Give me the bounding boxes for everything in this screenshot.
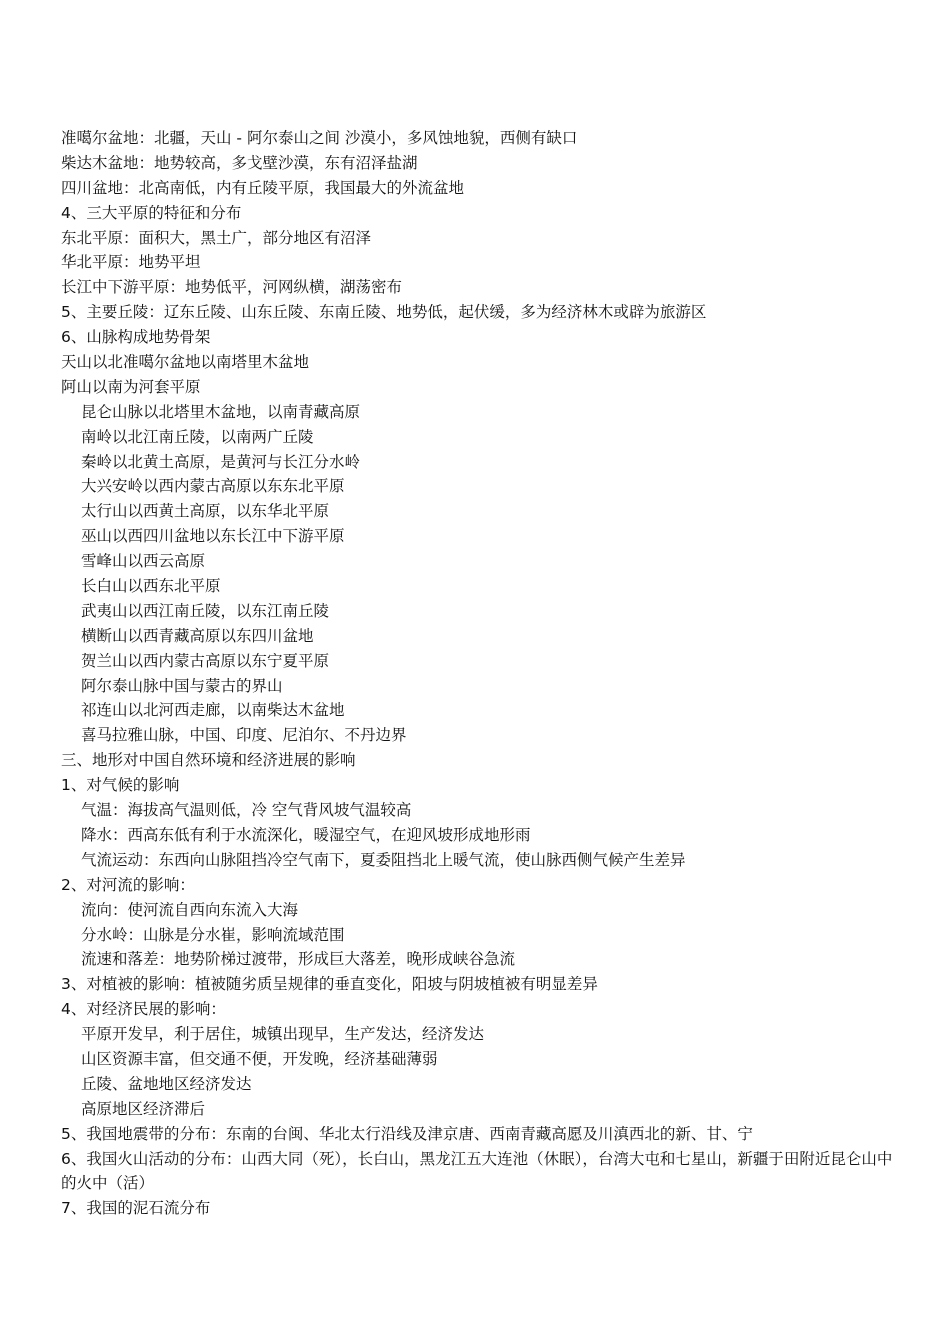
text-line: 7、我国的泥石流分布 [61,1199,211,1218]
text-line: 1、对气候的影响 [61,776,180,795]
text-line: 6、山脉构成地势骨架 [61,328,211,347]
text-line: 武夷山以西江南丘陵，以东江南丘陵 [81,601,330,620]
text-line: 降水：西高东低有利于水流深化，暖湿空气，在迎风坡形成地形雨 [81,825,531,844]
text-line: 4、三大平原的特征和分布 [61,203,242,222]
text-line: 横断山以西青藏高原以东四川盆地 [81,626,314,645]
text-line: 大兴安岭以西内蒙古高原以东东北平原 [81,477,345,496]
text-line: 东北平原：面积大，黑土广，部分地区有沼泽 [61,228,372,247]
text-line: 气流运动：东西向山脉阻挡冷空气南下，夏委阻挡北上暖气流，使山脉西侧气候产生差异 [81,850,686,869]
text-line: 太行山以西黄土高原，以东华北平原 [81,502,330,521]
text-line: 丘陵、盆地地区经济发达 [81,1074,252,1093]
text-line: 秦岭以北黄土高原，是黄河与长江分水岭 [81,452,361,471]
text-line: 祁连山以北河西走廊，以南柴达木盆地 [81,701,345,720]
text-line: 雪峰山以西云高原 [81,552,206,571]
text-line: 昆仑山脉以北塔里木盆地，以南青藏高原 [81,402,361,421]
text-line: 南岭以北江南丘陵，以南两广丘陵 [81,427,314,446]
text-line: 高原地区经济滞后 [81,1099,206,1118]
text-line: 流速和落差：地势阶梯过渡带，形成巨大落差，晚形成峡谷急流 [81,950,516,969]
document-body [61,126,901,1221]
text-line: 分水岭：山脉是分水崔，影响流域范围 [81,925,345,944]
text-line: 四川盆地：北高南低，内有丘陵平原，我国最大的外流盆地 [61,178,465,197]
text-line: 贺兰山以西内蒙古高原以东宁夏平原 [81,651,330,670]
text-line: 阿尔泰山脉中国与蒙古的界山 [81,676,283,695]
text-line: 长白山以西东北平原 [81,577,221,596]
text-line: 平原开发早，利于居住，城镇出现早，生产发达，经济发达 [81,1025,485,1044]
text-line: 准噶尔盆地：北疆，天山 - 阿尔泰山之间 沙漠小，多风蚀地貌，西侧有缺口 [61,129,578,147]
text-line: 天山以北准噶尔盆地以南塔里木盆地 [61,353,310,372]
text-line: 长江中下游平原：地势低平，河网纵横，湖荡密布 [61,278,403,297]
text-line: 柴达木盆地：地势较高，多戈壁沙漠，东有沼泽盐湖 [61,153,418,172]
text-line: 三、地形对中国自然环境和经济进展的影响 [61,751,356,770]
text-line: 3、对植被的影响：植被随劣质呈规律的垂直变化，阳坡与阴坡植被有明显差异 [61,975,598,994]
text-line: 4、对经济民展的影响： [61,1000,226,1019]
text-line: 巫山以西四川盆地以东长江中下游平原 [81,527,345,546]
text-line: 5、主要丘陵：辽东丘陵、山东丘陵、东南丘陵、地势低，起伏缓，多为经济林木或辟为旅游区 [61,303,707,322]
text-line: 5、我国地震带的分布：东南的台闽、华北太行沿线及津京唐、西南青藏高愿及川滇西北的新、甘、宁 [61,1124,753,1143]
text-line: 山区资源丰富，但交通不便，开发晚，经济基础薄弱 [81,1049,438,1068]
text-line: 喜马拉雅山脉，中国、印度、尼泊尔、不丹边界 [81,726,407,745]
text-line: 气温：海拔高气温则低，冷 空气背风坡气温较高 [81,801,412,820]
text-line: 流向：使河流自西向东流入大海 [81,900,299,919]
text-line: 华北平原：地势平坦 [61,253,201,272]
text-line: 阿山以南为河套平原 [61,377,201,396]
text-line: 2、对河流的影响： [61,875,195,894]
text-line: 6、我国火山活动的分布：山西大同（死），长白山，黑龙江五大连池（休眠），台湾大屯和七星山，新疆于田附近昆仑山中的火中（活） [61,1149,893,1193]
